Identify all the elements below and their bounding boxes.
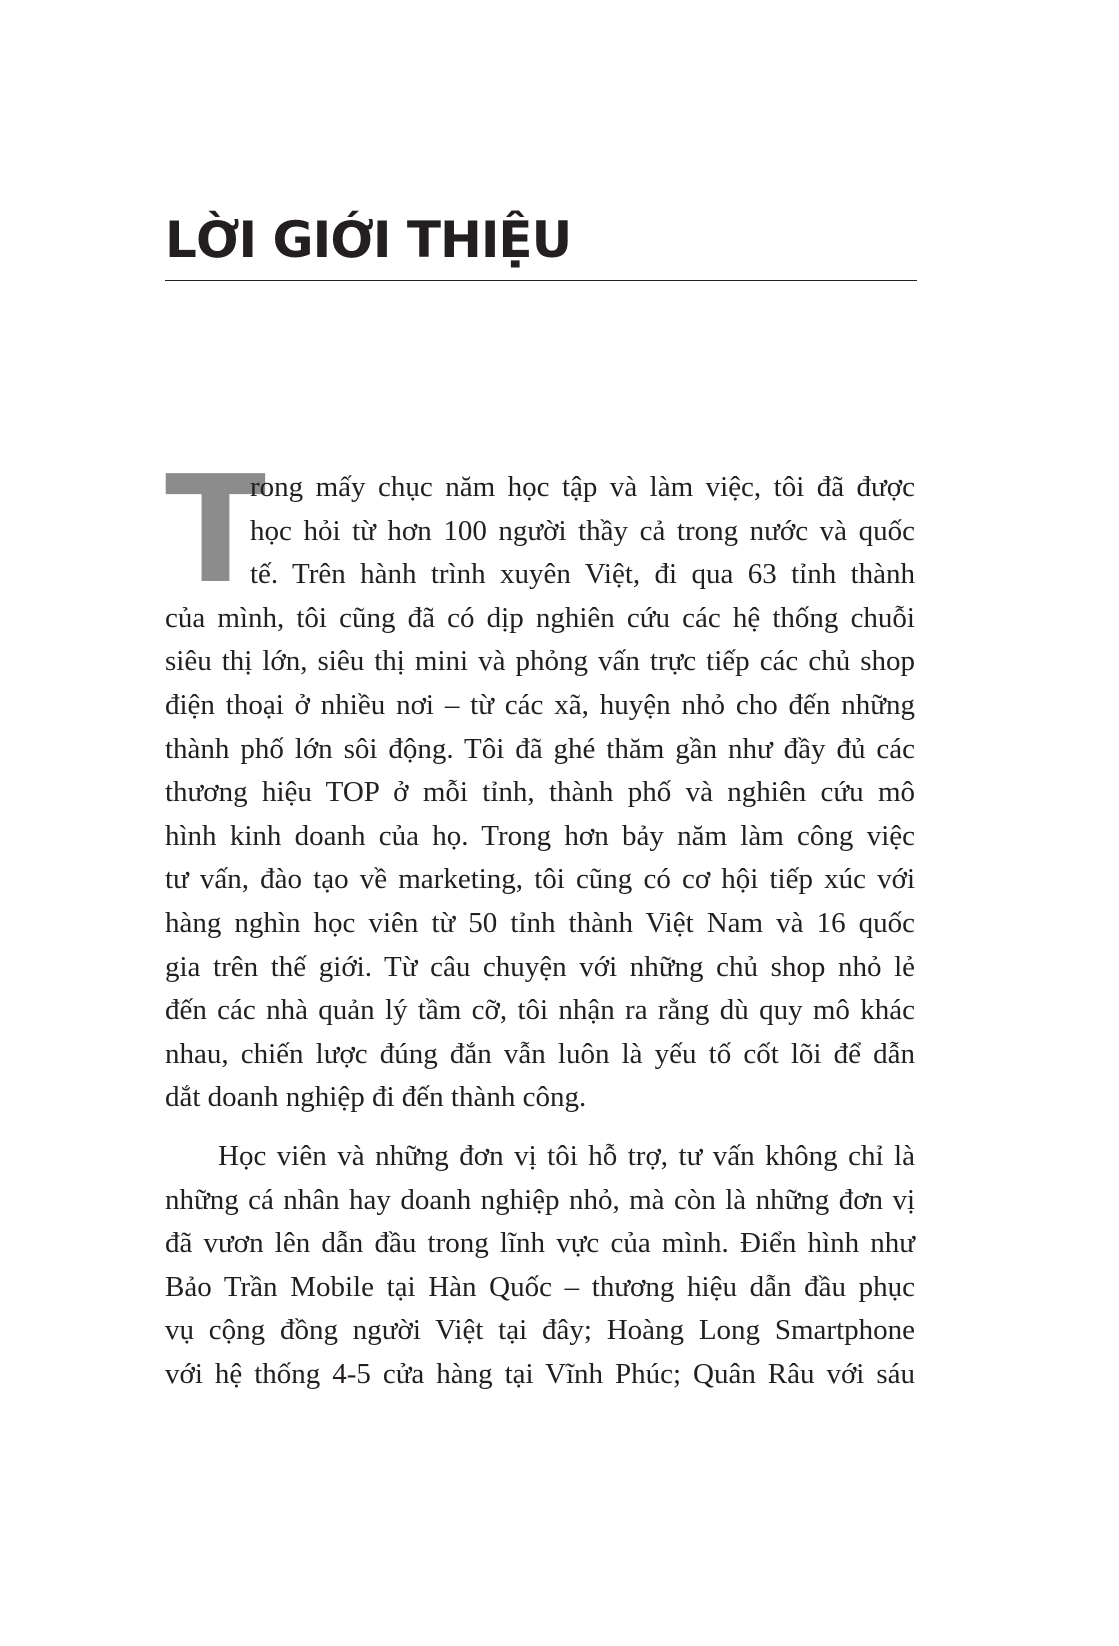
paragraph-line: học hỏi từ hơn 100 người thầy cả trong nước và quốc [250,514,915,547]
drop-cap-letter: T [165,444,266,616]
paragraph-line: vụ cộng đồng người Việt tại đây; Hoàng Long Smartphone [165,1314,915,1347]
paragraph-line: gia trên thế giới. Từ câu chuyện với những chủ shop nhỏ lẻ [165,950,915,983]
paragraph-line: với hệ thống 4-5 cửa hàng tại Vĩnh Phúc; Quân Râu với sáu [165,1357,915,1390]
chapter-title: LỜI GIỚI THIỆU [165,211,572,269]
paragraph-line: thương hiệu TOP ở mỗi tỉnh, thành phố và nghiên cứu mô [165,776,915,809]
paragraph-line: Học viên và những đơn vị tôi hỗ trợ, tư vấn không chỉ là [218,1140,915,1172]
paragraph-line: đến các nhà quản lý tầm cỡ, tôi nhận ra rằng dù quy mô khác [165,994,915,1027]
paragraph-line: điện thoại ở nhiều nơi – từ các xã, huyện nhỏ cho đến những [165,688,915,721]
paragraph-line: siêu thị lớn, siêu thị mini và phỏng vấn trực tiếp các chủ shop [165,645,915,678]
paragraph-line: nhau, chiến lược đúng đắn vẫn luôn là yếu tố cốt lõi để dẫn [165,1037,915,1070]
paragraph-line: tư vấn, đào tạo về marketing, tôi cũng có cơ hội tiếp xúc với [165,863,915,896]
title-underline [165,280,917,281]
paragraph-line: thành phố lớn sôi động. Tôi đã ghé thăm gần như đầy đủ các [165,732,915,765]
paragraph-line: đã vươn lên dẫn đầu trong lĩnh vực của mình. Điển hình như [165,1227,915,1260]
paragraph-line: rong mấy chục năm học tập và làm việc, tôi đã được [250,471,915,503]
paragraph-line: những cá nhân hay doanh nghiệp nhỏ, mà còn là những đơn vị [165,1183,915,1216]
paragraph-line: hàng nghìn học viên từ 50 tỉnh thành Việt Nam và 16 quốc [165,906,915,939]
paragraph-line: dắt doanh nghiệp đi đến thành công. [165,1081,587,1114]
paragraph-line: hình kinh doanh của họ. Trong hơn bảy năm làm công việc [165,819,915,852]
paragraph-2 [165,1135,915,1397]
paragraph-line: Bảo Trần Mobile tại Hàn Quốc – thương hiệu dẫn đầu phục [165,1270,915,1303]
paragraph-line: tế. Trên hành trình xuyên Việt, đi qua 63 tỉnh thành [250,558,915,591]
paragraph-line: của mình, tôi cũng đã có dịp nghiên cứu các hệ thống chuỗi [165,601,915,634]
paragraph-1 [165,444,915,1120]
